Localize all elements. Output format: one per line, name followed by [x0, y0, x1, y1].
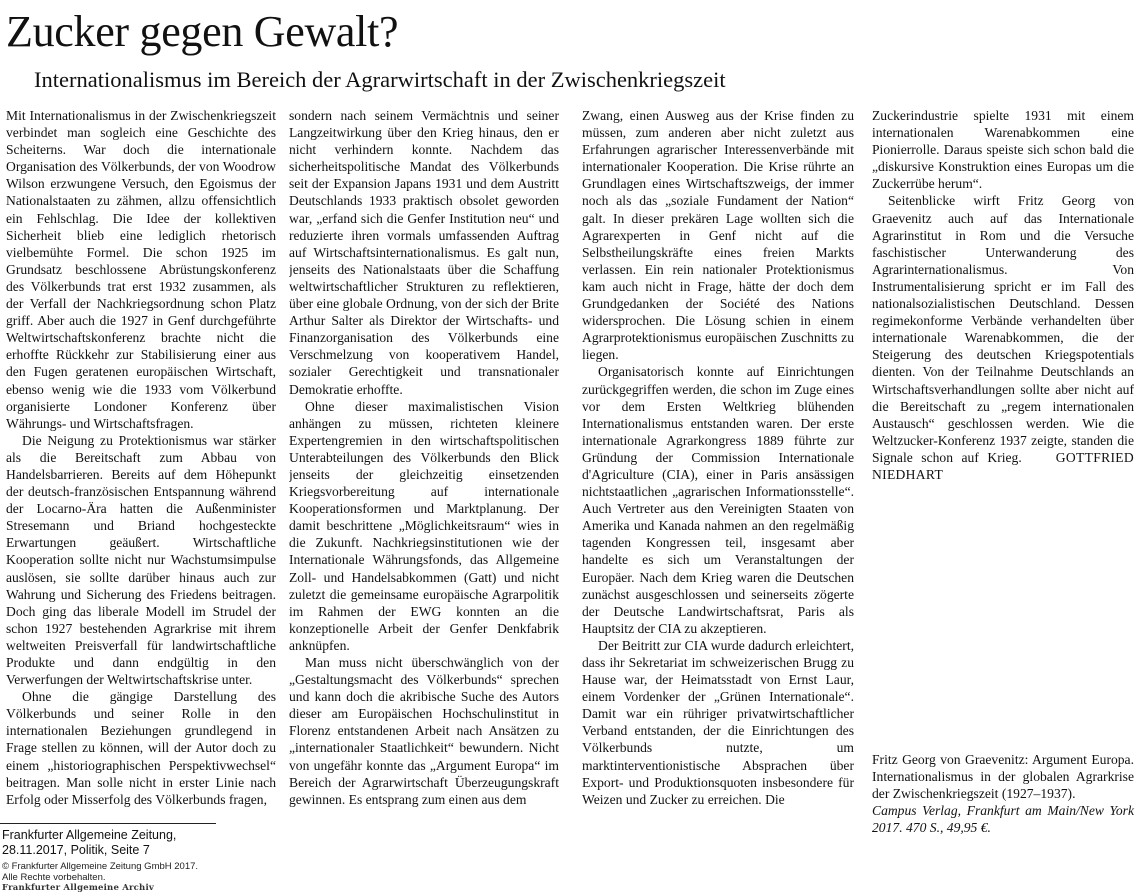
paragraph: Ohne die gängige Darstellung des Völkerbunds und seiner Rolle in den internationalen Beziehungen grundlegend in Frage stellen zu können, will der Autor doch zu einem „historiographischen Perspektivwechsel“ beitragen. Man solle nicht in erster Linie nach Erfolg oder Misserfolg des Völkerbunds fragen,: [6, 689, 276, 807]
bibliography: [872, 751, 1134, 836]
article-column-1: [6, 107, 276, 807]
source-line-1: Frankfurter Allgemeine Zeitung,: [2, 828, 177, 842]
paragraph-continued: Zuckerindustrie spielte 1931 mit einem internationalen Warenabkommen eine Pionierrolle. Daraus speiste sich schon bald die „diskursive Konstruktion eines Europas um die Zuckerrübe herum“.: [872, 108, 1134, 192]
source-info: [2, 828, 262, 858]
paragraph-continued: sondern nach seinem Vermächtnis und seiner Langzeitwirkung über den Krieg hinaus, den er nicht verhindern konnte. Nachdem das sicherheitspolitische Mandat des Völkerbunds seit der Expansion Japans 1931 und dem Austritt Deutschlands 1933 praktisch obsolet geworden war, „erfand sich die Genfer Institution neu“ und reduzierte ihren vormals umfassenden Auftrag auf Wirtschaftsinternationalismus. Es galt nun, jenseits des Nationalstaats über die Schaffung weltwirtschaftlicher Strukturen zu reflektieren, über eine globale Ordnung, von der sich der Brite Arthur Salter als Direktor der Wirtschafts- und Finanzorganisation des Völkerbunds eine Verschmelzung von kooperativem Handel, sozialer Gerechtigkeit und transnationaler Demokratie erhoffte.: [289, 108, 559, 397]
copyright-line-1: © Frankfurter Allgemeine Zeitung GmbH 2017.: [2, 861, 199, 872]
article-column-2: [289, 107, 559, 822]
book-reference: Fritz Georg von Graevenitz: Argument Europa. Internationalismus in der globalen Agrarkrise der Zwischenkriegszeit (1927–1937).: [872, 752, 1134, 802]
paragraph: Die Neigung zu Protektionismus war stärker als die Bereitschaft zum Abbau von Handelsbarrieren. Bereits auf dem Höhepunkt der deutsch-französischen Entspannung während der Locarno-Ära hatten die Außenminister Stresemann und Briand hochgesteckte Erwartungen geäußert. Wirtschaftliche Kooperation sollte nicht nur Wachstumsimpulse auslösen, sie sollte darüber hinaus auch zur Wahrung und Sicherung des Friedens beitragen. Doch ging das liberale Modell im Strudel der schon 1927 bestehenden Agrarkrise mit ihrem weltweiten Preisverfall für landwirtschaftliche Produkte und dann endgültig in den Verwerfungen der Weltwirtschaftskrise unter.: [6, 432, 276, 688]
paragraph-last: [872, 192, 1134, 483]
paragraph: Man muss nicht überschwänglich von der „Gestaltungsmacht des Völkerbunds“ sprechen und kann doch die akribische Suche des Autors dieser am Europäischen Hochschulinstitut in Florenz entstandenen Arbeit nach Ansätzen zu „internationaler Staatlichkeit“ bewundern. Nicht von ungefähr konnte das „Argument Europa“ im Bereich der Agrarwirtschaft Überzeugungskraft gewinnen. Es entsprang zum einen aus dem: [289, 655, 559, 807]
publisher-info: Campus Verlag, Frankfurt am Main/New York 2017. 470 S., 49,95 €.: [872, 803, 1134, 836]
faz-archive-logo: Frankfurter Allgemeine Archiv: [2, 883, 155, 893]
author-byline: GOTTFRIED NIEDHART: [872, 449, 1134, 482]
article-column-4: [872, 107, 1134, 737]
paragraph-text: Seitenblicke wirft Fritz Georg von Graevenitz auch auf das Internationale Agrarinstitut in Rom und die Versuche faschistischer Unterwanderung des Agrarinternationalismus. Von Instrumentalisierung spricht er im Fall des nationalsozialistischen Deutschland. Dessen regimekonforme Verbände verhandelten über internationale Warenabkommen, die der Steigerung des deutschen Kriegspotentials dienten. Von der Teilnahme Deutschlands an Wirtschaftsverhandlungen sollte aber nicht auf die Bereitschaft zu „regem internationalen Austausch“ geschlossen werden. Wie die Weltzucker-Konferenz 1937 zeigte, standen die Signale schon auf Krieg.: [872, 193, 1134, 465]
copyright-notice: [2, 861, 362, 894]
paragraph-continued: Zwang, einen Ausweg aus der Krise finden zu müssen, zum anderen aber nicht zuletzt aus Erfahrungen agrarischer Interessenverbände mit internationaler Kooperation. Die Krise rührte an Grundlagen eines Wirtschaftszweigs, der immer noch als das „soziale Fundament der Nation“ galt. In dieser prekären Lage wollten sich die Agrarexperten in Genf nicht auf die Selbstheilungskräfte eines freien Markts verlassen. Ein rein nationaler Protektionismus kam auch nicht in Frage, hätte der doch dem Grundgedanken der Société des Nations widersprochen. Die Lösung schien in einem Agrarprotektionismus europäischen Zuschnitts zu liegen.: [582, 108, 854, 363]
paragraph: Ohne dieser maximalistischen Vision anhängen zu müssen, richteten kleinere Expertengremien in den wirtschaftspolitischen Unterabteilungen des Völkerbunds den Blick jenseits der gleichzeitig einsetzenden Kriegsvorbereitung auf internationale Kooperationsformen und Marktplanung. Der damit beschrittene „Möglichkeitsraum“ wies in die Zukunft. Nachkriegsinstitutionen wie der Internationale Währungsfonds, das Allgemeine Zoll- und Handelsabkommen (Gatt) und nicht zuletzt die gemeinsame europäische Agrarpolitik im Rahmen der EWG konnten an die konzeptionelle Arbeit der Genfer Denkfabrik anknüpfen.: [289, 398, 559, 653]
paragraph: Der Beitritt zur CIA wurde dadurch erleichtert, dass ihr Sekretariat im schweizerischen Brugg zu Hause war, der Heimatsstadt von Ernst Laur, einem Vordenker der „Grünen Internationale“. Damit war ein rühriger privatwirtschaftlicher Verband entstanden, der die Einrichtungen des Völkerbunds nutzte, um marktinterventionistische Absprachen über Export- und Produktionsquoten insbesondere für Weizen und Zucker zu erreichen. Die: [582, 637, 854, 807]
copyright-line-2: Alle Rechte vorbehalten. Frankfurter Allgemeine Archiv: [2, 872, 362, 894]
subheadline: Internationalismus im Bereich der Agrarwirtschaft in der Zwischenkriegszeit: [34, 67, 726, 92]
paragraph: Mit Internationalismus in der Zwischenkriegszeit verbindet man sogleich eine Geschichte des Scheiterns. War doch die internationale Organisation des Völkerbunds, der von Woodrow Wilson erzwungene Versuch, den Egoismus der Nationalstaaten zu zähmen, allzu offensichtlich ein Fehlschlag. Die Idee der kollektiven Sicherheit blieb eine lediglich rhetorisch vielbemühte Formel. Die schon 1925 im Grundsatz beschlossene Abrüstungskonferenz des Völkerbunds trat erst 1932 zusammen, als der Verfall der Nachkriegsordnung schon Platz griff. Aber auch die 1927 in Genf durchgeführte Weltwirtschaftskonferenz brachte nicht die erhoffte Rückkehr zur Stabilisierung einer aus den Fugen geratenen europäischen Wirtschaft, ebenso wenig wie die 1933 vom Völkerbund organisierte Londoner Konferenz über Währungs- und Wirtschaftsfragen.: [6, 108, 276, 431]
source-divider: [0, 823, 216, 824]
headline: Zucker gegen Gewalt?: [6, 7, 399, 56]
article-column-3: [582, 107, 854, 822]
paragraph: Organisatorisch konnte auf Einrichtungen zurückgegriffen werden, die schon im Zuge eines vor dem Ersten Weltkrieg blühenden Internationalismus entstanden waren. Der erste internationale Agrarkongress 1889 führte zur Gründung der Commission Internationale d'Agriculture (CIA), einer in Paris ansässigen nichtstaatlichen „agrarischen Informationsstelle“. Auch Vertreter aus den Vereinigten Staaten von Amerika und Kanada nahmen an den regelmäßig tagenden Kongressen teil, insgesamt aber handelte es sich um Veranstaltungen der Europäer. Nach dem Krieg waren die Deutschen zunächst ausgeschlossen und seinerseits zögerte der Deutsche Landwirtschaftsrat, Paris als Hauptsitz der CIA zu akzeptieren.: [582, 364, 854, 636]
source-line-2: 28.11.2017, Politik, Seite 7: [2, 843, 150, 857]
